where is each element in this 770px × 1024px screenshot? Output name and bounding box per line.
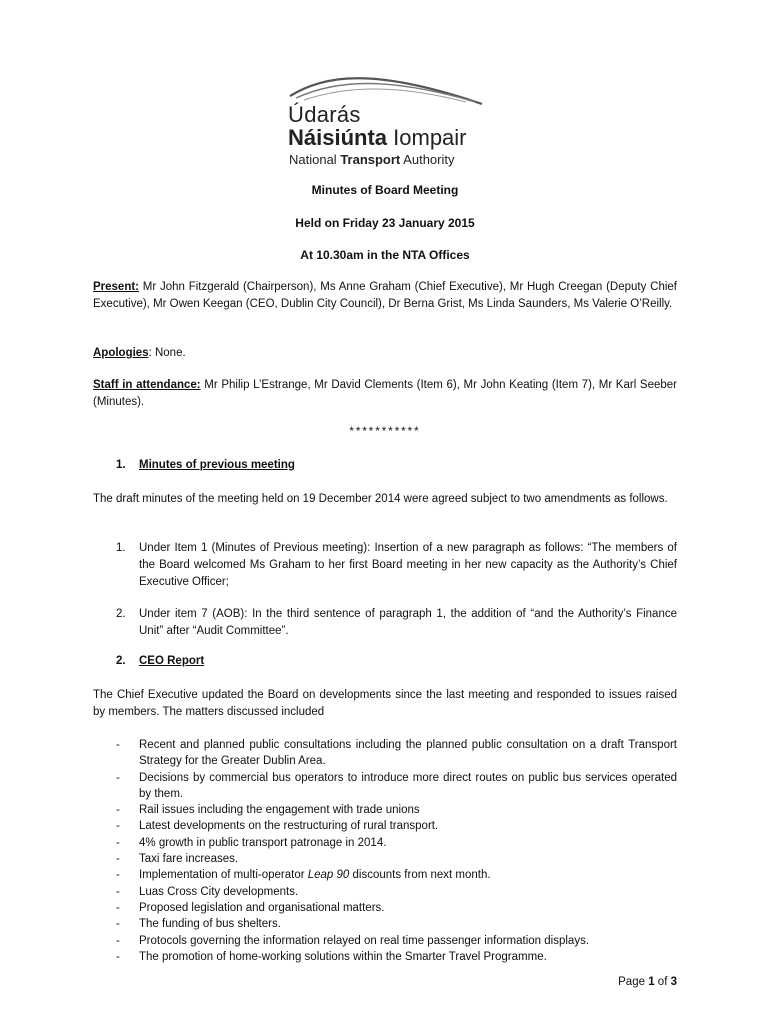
staff-text: Mr Philip L’Estrange, Mr David Clements (Item 6), Mr John Keating (Item 7), Mr Karl Seeber (Minutes).	[93, 379, 677, 408]
logo-swoosh-icon	[286, 66, 486, 106]
list-item: - 4% growth in public transport patronage in 2014.	[116, 836, 387, 849]
list-item: - Taxi fare increases.	[116, 853, 239, 866]
logo-line-1: Údarás	[288, 102, 361, 127]
list-item: - Rail issues including the engagement with trade unions	[116, 804, 420, 817]
page-number: Page 1 of 3	[618, 976, 677, 988]
section-1-heading: 1. Minutes of previous meeting	[116, 459, 295, 471]
list-item: - Recent and planned public consultations including the planned public consultation on a draft Transport Strategy for the Greater Dublin Area.	[116, 739, 677, 768]
list-item: 2. Under item 7 (AOB): In the third sentence of paragraph 1, the addition of “and the Authority’s Finance Unit” after “Audit Committee”.	[116, 608, 677, 637]
section-2-intro: The Chief Executive updated the Board on developments since the last meeting and responded to issues raised by members. The matters discussed included	[93, 689, 677, 718]
present-paragraph	[93, 279, 677, 313]
list-item: - Proposed legislation and organisational matters.	[116, 901, 385, 914]
staff-label: Staff in attendance:	[93, 379, 201, 391]
apologies-label: Apologies	[93, 347, 149, 359]
list-item: - Decisions by commercial bus operators to introduce more direct routes on public bus services operated by them.	[116, 771, 677, 800]
present-label: Present:	[93, 281, 140, 293]
list-item: - Luas Cross City developments.	[116, 885, 299, 898]
section-1-intro: The draft minutes of the meeting held on 19 December 2014 were agreed subject to two amendments as follows.	[93, 493, 668, 505]
section-2-heading: 2. CEO Report	[116, 655, 205, 667]
present-text: Mr John Fitzgerald (Chairperson), Ms Anne Graham (Chief Executive), Mr Hugh Creegan (Deputy Chief Executive), Mr Owen Keegan (CEO, Dublin City Council), Dr Berna Grist, Ms Linda Saunders, Ms Valerie O’Reilly.	[93, 281, 677, 310]
list-item: - Latest developments on the restructuring of rural transport.	[116, 820, 439, 833]
meeting-date: Held on Friday 23 January 2015	[295, 216, 475, 230]
document-title: Minutes of Board Meeting	[311, 183, 459, 197]
apologies-paragraph: Apologies: None.	[93, 347, 186, 359]
logo-line-3: National Transport Authority	[289, 152, 455, 167]
separator: ***********	[349, 426, 421, 438]
list-item: - The promotion of home-working solutions within the Smarter Travel Programme.	[116, 950, 547, 963]
list-item: - The funding of bus shelters.	[116, 918, 281, 931]
nta-logo	[286, 66, 486, 170]
list-item: 1. Under Item 1 (Minutes of Previous meeting): Insertion of a new paragraph as follows: “The members of the Board welcomed Ms Graham to her first Board meeting in her new capacity as the Authority’s Chief Executive Officer;	[116, 542, 677, 588]
meeting-location: At 10.30am in the NTA Offices	[300, 248, 470, 262]
staff-paragraph	[93, 377, 677, 411]
list-item: - Protocols governing the information relayed on real time passenger information displays.	[116, 934, 590, 947]
list-item: - Implementation of multi-operator Leap 90 discounts from next month.	[116, 869, 491, 882]
logo-line-2: Náisiúnta Iompair	[288, 125, 467, 150]
ceo-report-bullets	[116, 737, 677, 965]
